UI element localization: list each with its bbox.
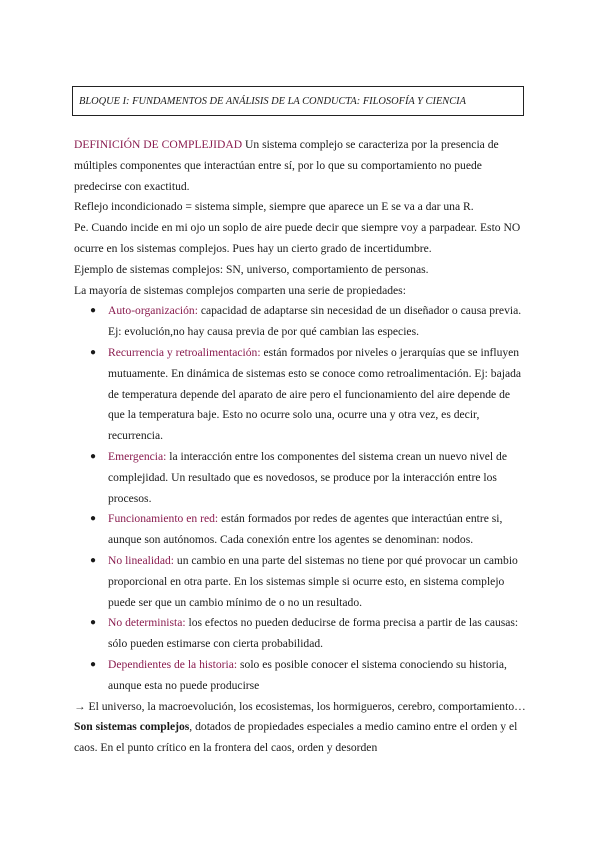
property-text: solo es posible conocer el sistema conociendo su historia, aunque esta no puede producirse <box>108 657 507 692</box>
document-body <box>74 135 528 759</box>
property-term: Auto-organización: <box>108 304 198 318</box>
body-paragraph: Ejemplo de sistemas complejos: SN, universo, comportamiento de personas. <box>74 262 429 276</box>
definition-heading: DEFINICIÓN DE COMPLEJIDAD <box>74 138 243 151</box>
closing-bold: Son sistemas complejos <box>74 720 190 734</box>
list-item <box>74 447 528 509</box>
closing-tail: , dotados de propiedades especiales a medio camino entre el orden y el caos. En el punto crítico en la frontera del caos, orden y desorden <box>74 720 518 755</box>
property-text: los efectos no pueden deducirse de forma precisa a partir de las causas: sólo pueden estimarse con cierta probabilidad. <box>108 616 519 651</box>
list-item <box>74 509 528 551</box>
bullet-icon: ● <box>90 658 97 670</box>
property-term: Emergencia: <box>108 449 167 463</box>
closing-paragraph <box>74 697 528 759</box>
bullet-icon: ● <box>90 346 97 358</box>
property-term: No determinista: <box>108 616 186 630</box>
property-text: la interacción entre los componentes del sistema crean un nuevo nivel de complejidad. Un resultado que es novedosos, se produce por la interacción entre los procesos. <box>108 449 507 505</box>
list-item <box>74 655 528 697</box>
body-paragraph: Reflejo incondicionado = sistema simple, siempre que aparece un E se va a dar una R. <box>74 200 474 214</box>
property-text: capacidad de adaptarse sin necesidad de un diseñador o causa previa. Ej: evolución,no hay causa previa de por qué cambian las especies. <box>108 304 522 339</box>
property-term: Recurrencia y retroalimentación: <box>108 345 261 359</box>
bullet-icon: ● <box>90 617 97 629</box>
list-item <box>74 301 528 343</box>
list-item <box>74 551 528 613</box>
definition-text: Un sistema complejo se caracteriza por la presencia de múltiples componentes que interactúan entre sí, por lo que su comportamiento no puede predecirse con exactitud. <box>74 138 499 193</box>
bullet-icon: ● <box>90 513 97 525</box>
property-term: Dependientes de la historia: <box>108 657 238 671</box>
closing-lead: → El universo, la macroevolución, los ecosistemas, los hormigueros, cerebro, comportamiento… <box>74 699 526 713</box>
list-item <box>74 613 528 655</box>
document-header-title: BLOQUE I: FUNDAMENTOS DE ANÁLISIS DE LA CONDUCTA: FILOSOFÍA Y CIENCIA <box>79 95 466 107</box>
body-paragraph: La mayoría de sistemas complejos comparten una serie de propiedades: <box>74 283 406 297</box>
property-term: No linealidad: <box>108 553 175 567</box>
body-paragraph: Pe. Cuando incide en mi ojo un soplo de aire puede decir que siempre voy a parpadear. Esto NO ocurre en los sistemas complejos. Pues hay un cierto grado de incertidumbre. <box>74 221 521 255</box>
bullet-icon: ● <box>90 554 97 566</box>
property-text: están formados por niveles o jerarquías que se influyen mutuamente. En dinámica de sistemas esto se conoce como retroalimentación. Ej: bajada de temperatura depende del aparato de aire pero el funcionamiento del aire depende de que la temperatura baje. Esto no ocurre solo una, ocurre una y otra vez, es decir, recurrencia. <box>108 345 522 443</box>
properties-list <box>74 301 528 696</box>
document-header-box <box>72 86 524 116</box>
property-term: Funcionamiento en red: <box>108 512 219 526</box>
bullet-icon: ● <box>90 450 97 462</box>
list-item <box>74 343 528 447</box>
definition-paragraph <box>74 135 528 197</box>
bullet-icon: ● <box>90 305 97 317</box>
property-text: están formados por redes de agentes que interactúan entre si, aunque son autónomos. Cada conexión entre los agentes se denominan: nodos. <box>108 512 503 547</box>
property-text: un cambio en una parte del sistemas no tiene por qué provocar un cambio proporcional en otra parte. En los sistemas simple si ocurre esto, en sistema complejo puede ser que un cambio mínimo de o no un resultado. <box>108 553 518 609</box>
